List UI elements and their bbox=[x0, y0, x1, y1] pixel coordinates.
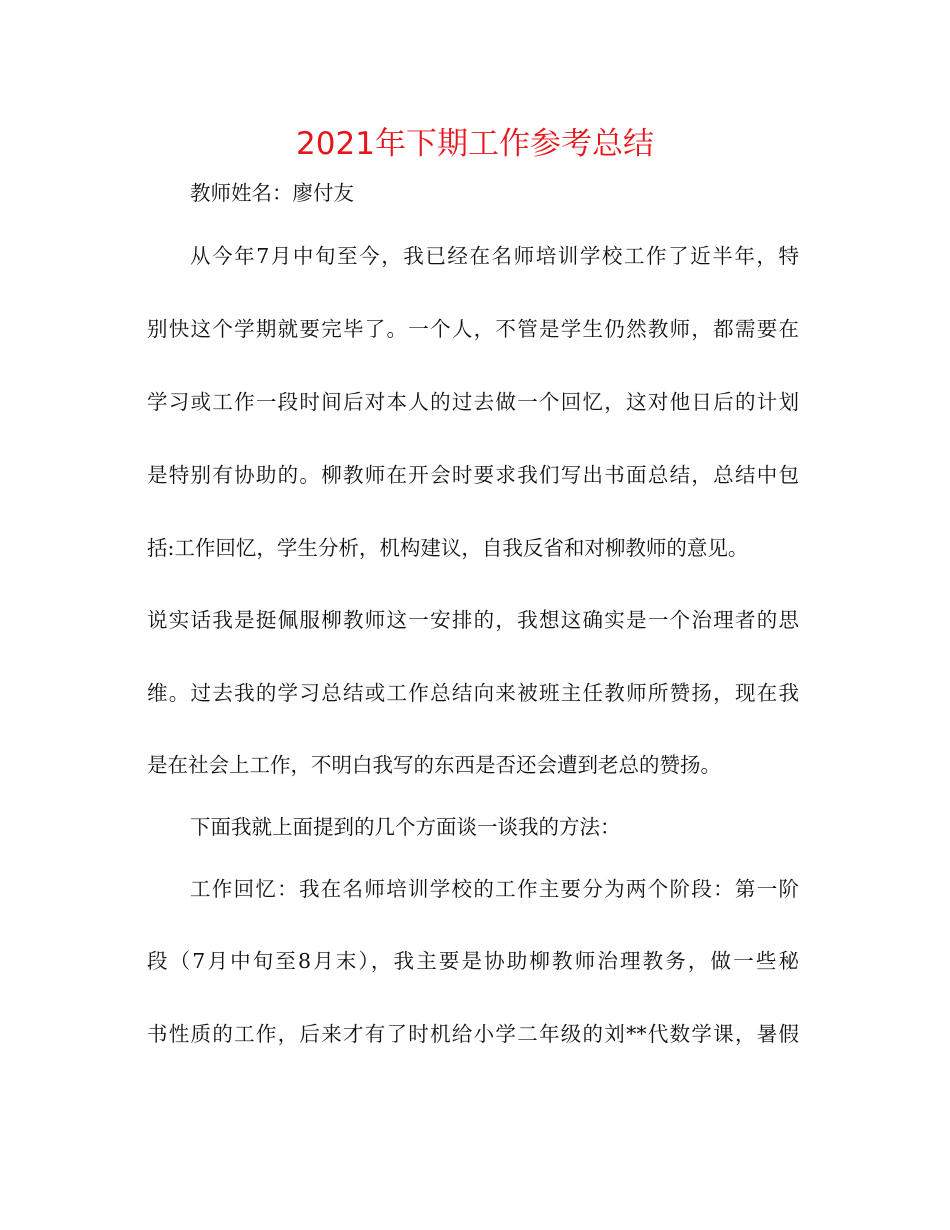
paragraph-line: 括:工作回忆，学生分析，机构建议，自我反省和对柳教师的意见。 bbox=[147, 536, 749, 560]
paragraph-line: 维。过去我的学习总结或工作总结向来被班主任教师所赞扬，现在我 bbox=[147, 681, 799, 705]
paragraph-line: 是特别有协助的。柳教师在开会时要求我们写出书面总结，总结中包 bbox=[147, 463, 799, 487]
author-line: 教师姓名：廖付友 bbox=[190, 181, 354, 205]
paragraph-line: 别快这个学期就要完毕了。一个人，不管是学生仍然教师，都需要在 bbox=[147, 317, 799, 341]
paragraph-line: 说实话我是挺佩服柳教师这一安排的，我想这确实是一个治理者的思 bbox=[147, 608, 799, 632]
paragraph-line: 段（7月中旬至8月末），我主要是协助柳教师治理教务，做一些秘 bbox=[147, 949, 799, 973]
paragraph-line: 是在社会上工作，不明白我写的东西是否还会遭到老总的赞扬。 bbox=[147, 753, 721, 777]
paragraph-line: 工作回忆：我在名师培训学校的工作主要分为两个阶段：第一阶 bbox=[190, 877, 799, 901]
paragraph-line: 下面我就上面提到的几个方面谈一谈我的方法： bbox=[190, 815, 621, 839]
paragraph-line: 书性质的工作，后来才有了时机给小学二年级的刘**代数学课，暑假 bbox=[147, 1022, 799, 1046]
paragraph-line: 从今年7月中旬至今，我已经在名师培训学校工作了近半年，特 bbox=[190, 244, 799, 268]
paragraph-line: 学习或工作一段时间后对本人的过去做一个回忆，这对他日后的计划 bbox=[147, 390, 799, 414]
document-title: 2021年下期工作参考总结 bbox=[296, 126, 654, 162]
